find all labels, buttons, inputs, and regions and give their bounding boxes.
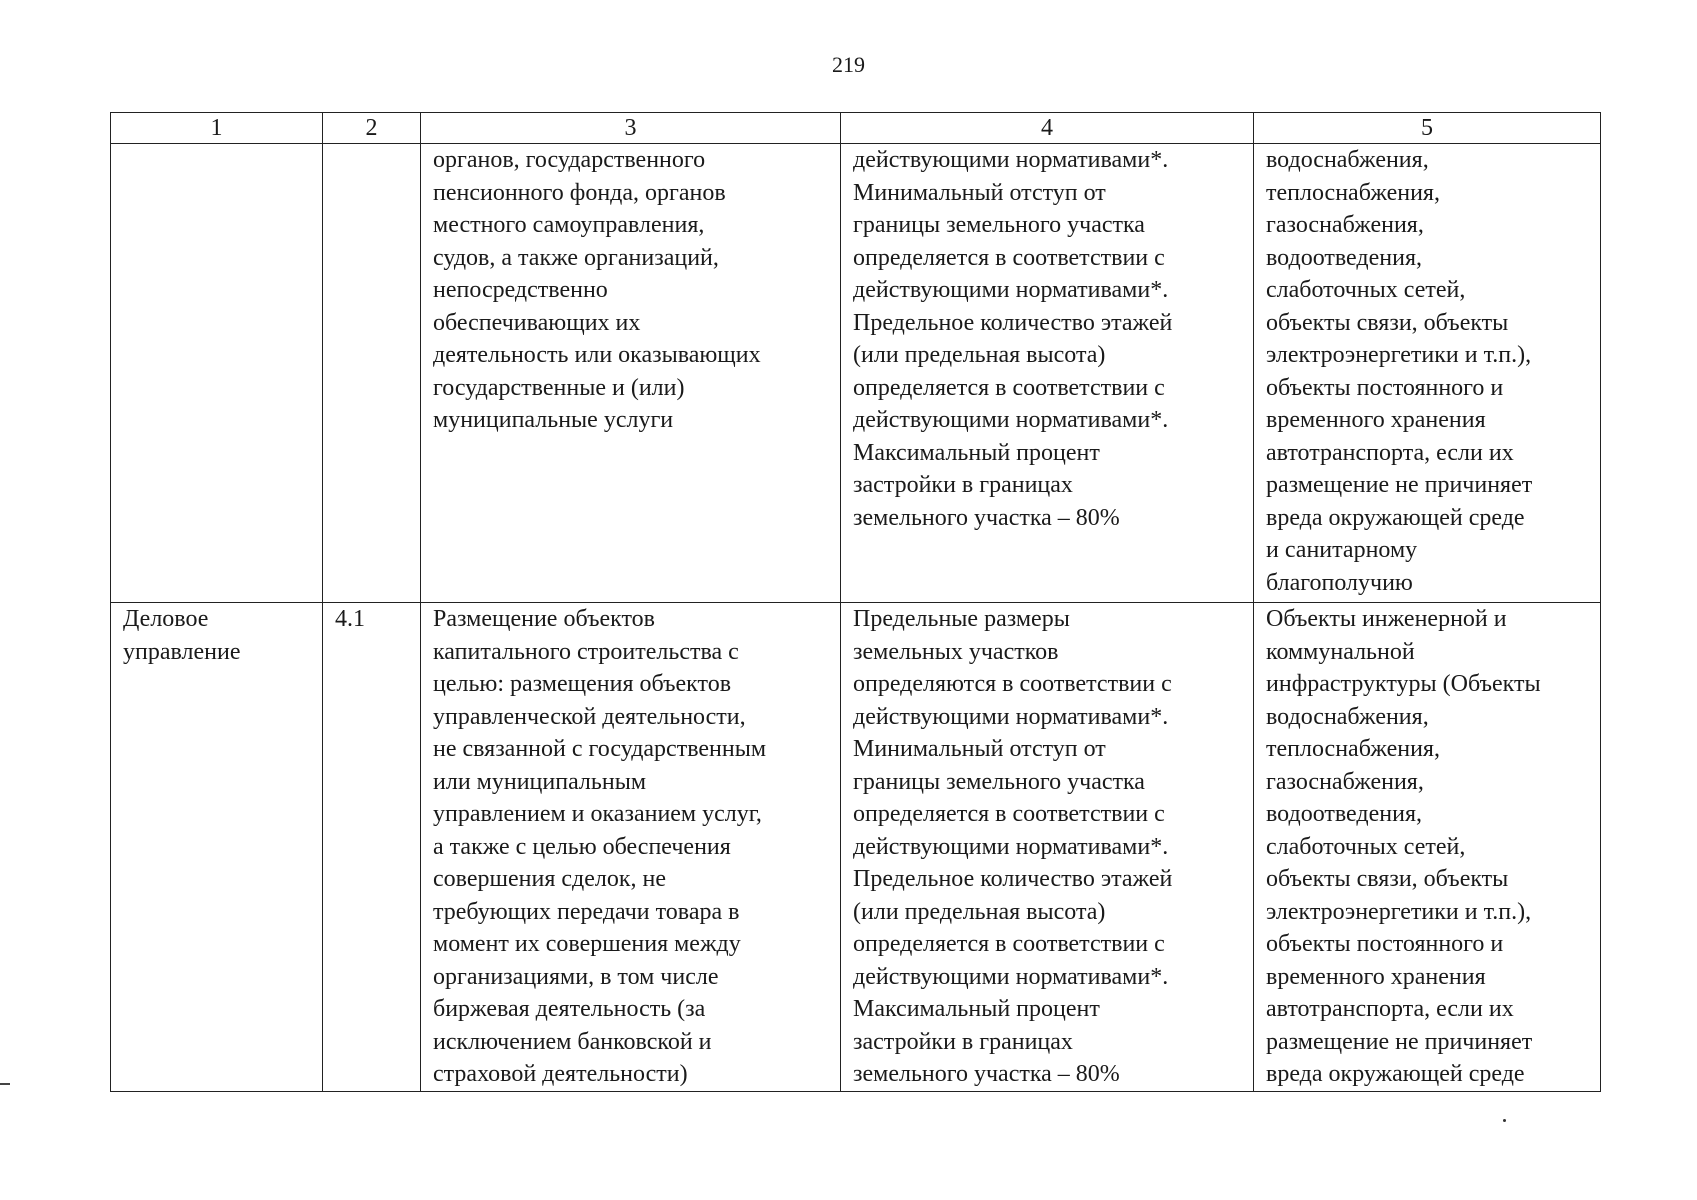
use-description-text: Размещение объектов капитального строительства с целью: размещения объектов управленческой деятельности, не связанной с государственным или муниципальным управлением и оказанием услуг, а также с целью обеспечения совершения сделок, не требующих передачи товара в момент их совершения между организациями, в том числе биржевая деятельность (за исключением банковской и страховой деятельности) — [433, 606, 767, 1087]
header-col-2: 2 — [323, 113, 421, 144]
use-name-text: Деловое управление — [123, 606, 241, 665]
use-code-text: 4.1 — [335, 606, 365, 632]
cell-use-description — [421, 603, 841, 1092]
cell-use-description — [421, 144, 841, 603]
accessory-uses-text: водоснабжения, теплоснабжения, газоснабжения, водоотведения, слаботочных сетей, объекты связи, объекты электроэнергетики и т.п.), объекты постоянного и временного хранения автотранспорта, если их размещение не причиняет вреда окружающей среде и санитарному благополучию — [1266, 147, 1533, 596]
cell-use-code — [323, 144, 421, 603]
header-row — [111, 113, 1601, 144]
header-col-3: 3 — [421, 113, 841, 144]
use-description-text: органов, государственного пенсионного фонда, органов местного самоуправления, судов, а также организаций, непосредственно обеспечивающих их деятельность или оказывающих государственные и (или) муниципальные услуги — [433, 147, 761, 433]
cell-use-code — [323, 603, 421, 1092]
parameters-text: действующими нормативами*. Минимальный отступ от границы земельного участка определяется в соответствии с действующими нормативами*. Предельное количество этажей (или предельная высота) определяется в соответствии с действующими нормативами*. Максимальный процент застройки в границах земельного участка – 80% — [853, 147, 1173, 531]
cell-parameters — [841, 144, 1254, 603]
table-body — [111, 144, 1601, 1092]
cell-use-name — [111, 144, 323, 603]
cell-accessory-uses — [1254, 144, 1601, 603]
page-number: 219 — [832, 52, 865, 77]
header-col-5: 5 — [1254, 113, 1601, 144]
table-row — [111, 603, 1601, 1092]
scan-dot — [1503, 1119, 1506, 1122]
margin-mark — [0, 1083, 10, 1085]
cell-accessory-uses — [1254, 603, 1601, 1092]
accessory-uses-text: Объекты инженерной и коммунальной инфраструктуры (Объекты водоснабжения, теплоснабжения, газоснабжения, водоотведения, слаботочных сетей, объекты связи, объекты электроэнергетики и т.п.), объекты постоянного и временного хранения автотранспорта, если их размещение не причиняет вреда окружающей среде — [1266, 606, 1541, 1087]
header-col-1: 1 — [111, 113, 323, 144]
cell-use-name — [111, 603, 323, 1092]
table-header — [111, 113, 1601, 144]
zoning-table — [110, 112, 1601, 1092]
cell-parameters — [841, 603, 1254, 1092]
header-col-4: 4 — [841, 113, 1254, 144]
table-row — [111, 144, 1601, 603]
parameters-text: Предельные размеры земельных участков определяются в соответствии с действующими нормативами*. Минимальный отступ от границы земельного участка определяется в соответствии с действующими нормативами*. Предельное количество этажей (или предельная высота) определяется в соответствии с действующими нормативами*. Максимальный процент застройки в границах земельного участка – 80% — [853, 606, 1173, 1087]
